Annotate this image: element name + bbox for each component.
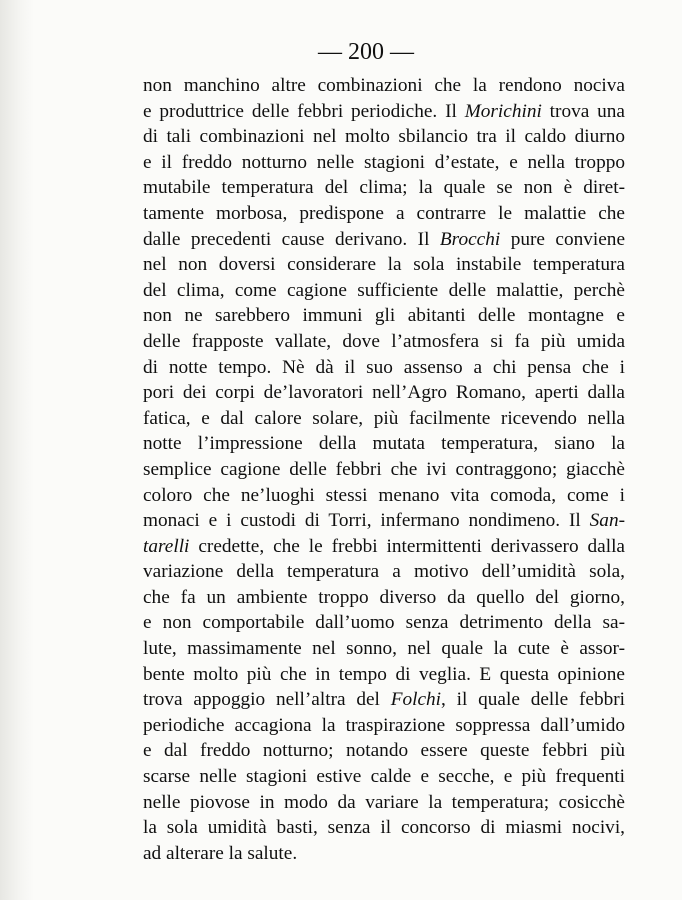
text-run: di tali combinazioni nel molto sbilancio tra il caldo diurno xyxy=(143,126,625,148)
text-run: fatica, e dal calore solare, più facilmente ricevendo nella xyxy=(143,407,625,429)
author-name: Morichini xyxy=(464,100,542,122)
text-run: dalle precedenti cause derivano. Il xyxy=(143,228,440,250)
text-run: la sola umidità basti, senza il concorso di miasmi nocivi, xyxy=(143,817,625,839)
text-line xyxy=(143,764,625,790)
text-run: trova appoggio nell’altra del xyxy=(143,689,391,711)
text-line xyxy=(143,73,625,99)
text-line xyxy=(143,585,625,611)
text-run: , il quale delle febbri xyxy=(441,689,625,711)
text-line xyxy=(143,175,625,201)
text-line xyxy=(143,687,625,713)
author-name: tarelli xyxy=(143,535,190,557)
text-run: e produttrice delle febbri periodiche. Il xyxy=(143,100,465,122)
text-line xyxy=(143,355,625,381)
text-line xyxy=(143,815,625,841)
text-run: non manchino altre combinazioni che la rendono nociva xyxy=(143,75,625,96)
body-text xyxy=(143,73,625,866)
text-line xyxy=(143,738,625,764)
text-run: e dal freddo notturno; notando essere queste febbri più xyxy=(143,740,625,762)
text-line xyxy=(143,483,625,509)
text-run: e non comportabile dall’uomo senza detrimento della sa- xyxy=(143,612,625,634)
text-line xyxy=(143,713,625,739)
text-line xyxy=(143,227,625,253)
text-run: mutabile temperatura del clima; la quale se non è diret- xyxy=(143,177,625,199)
text-run: pure conviene xyxy=(500,228,625,250)
text-run: trova una xyxy=(541,100,625,122)
author-name: Brocchi xyxy=(439,228,501,250)
text-run: pori dei corpi de’lavoratori nell’Agro Romano, aperti dalla xyxy=(143,382,625,404)
page-number: — 200 — xyxy=(318,39,414,65)
text-line xyxy=(143,636,625,662)
text-run: tamente morbosa, predispone a contrarre le malattie che xyxy=(143,202,625,224)
text-run: variazione della temperatura a motivo dell’umidità sola, xyxy=(143,561,625,583)
text-line xyxy=(143,431,625,457)
text-run: lute, massimamente nel sonno, nel quale la cute è assor- xyxy=(143,638,625,660)
text-run: monaci e i custodi di Torri, infermano nondimeno. Il xyxy=(143,510,590,532)
text-line xyxy=(143,150,625,176)
text-line xyxy=(143,124,625,150)
text-run: coloro che ne’luoghi stessi menano vita comoda, come i xyxy=(143,484,625,506)
text-run: di notte tempo. Nè dà il suo assenso a chi pensa che i xyxy=(143,356,625,378)
text-run: del clima, come cagione sufficiente delle malattie, perchè xyxy=(143,279,625,301)
text-line xyxy=(143,201,625,227)
text-run: delle frapposte vallate, dove l’atmosfera si fa più umida xyxy=(143,330,625,352)
text-line xyxy=(143,278,625,304)
text-run: ad alterare la salute. xyxy=(143,842,298,864)
text-run: semplice cagione delle febbri che ivi contraggono; giacchè xyxy=(143,458,625,480)
text-run: periodiche accagiona la traspirazione soppressa dall’umido xyxy=(143,714,625,736)
text-line xyxy=(143,559,625,585)
text-line xyxy=(143,610,625,636)
text-run: che fa un ambiente troppo diverso da quello del giorno, xyxy=(143,586,625,608)
text-line xyxy=(143,662,625,688)
text-line xyxy=(143,252,625,278)
text-line xyxy=(143,508,625,534)
text-line xyxy=(143,790,625,816)
text-run: scarse nelle stagioni estive calde e secche, e più frequenti xyxy=(143,766,625,788)
text-run: notte l’impressione della mutata temperatura, siano la xyxy=(143,433,625,455)
text-run: nelle piovose in modo da variare la temperatura; cosicchè xyxy=(143,791,625,813)
text-run: nel non doversi considerare la sola instabile temperatura xyxy=(143,254,625,276)
text-run: bente molto più che in tempo di veglia. E questa opinione xyxy=(143,663,625,685)
author-name: San- xyxy=(589,510,625,532)
text-line xyxy=(143,534,625,560)
text-run: non ne sarebbero immuni gli abitanti delle montagne e xyxy=(143,305,625,327)
text-run: credette, che le frebbi intermittenti derivassero dalla xyxy=(189,535,625,557)
text-line xyxy=(143,99,625,125)
author-name: Folchi xyxy=(390,689,442,711)
text-line xyxy=(143,303,625,329)
text-line xyxy=(143,457,625,483)
text-line xyxy=(143,329,625,355)
text-line xyxy=(143,406,625,432)
text-line xyxy=(143,380,625,406)
text-line xyxy=(143,841,625,867)
binding-shadow xyxy=(0,0,34,900)
text-run: e il freddo notturno nelle stagioni d’estate, e nella troppo xyxy=(143,151,625,173)
